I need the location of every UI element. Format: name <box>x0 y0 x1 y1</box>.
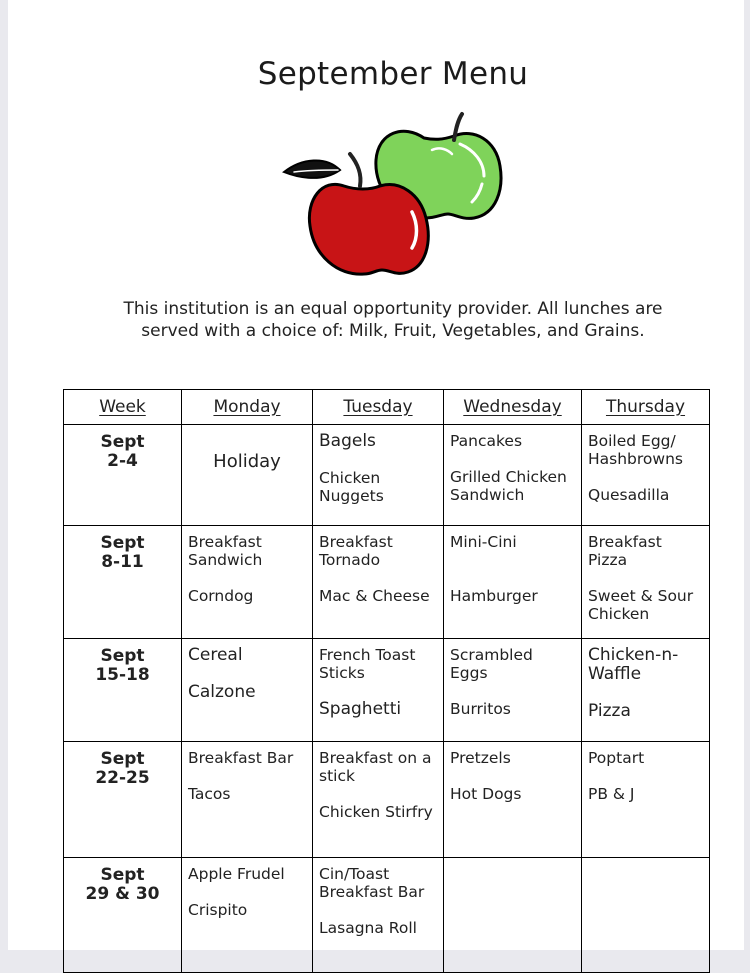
menu-item: Corndog <box>188 587 254 605</box>
notice-text <box>8 298 750 342</box>
menu-item: Cin/Toast Breakfast Bar <box>319 865 425 901</box>
header-tuesday: Tuesday <box>313 390 444 425</box>
page-title: September Menu <box>257 56 529 92</box>
menu-page <box>8 0 744 950</box>
menu-item: Hamburger <box>450 587 538 605</box>
menu-cell <box>182 742 313 858</box>
menu-cell <box>582 425 710 526</box>
holiday-label: Holiday <box>213 451 281 472</box>
table-row <box>64 425 710 526</box>
header-wednesday: Wednesday <box>444 390 582 425</box>
menu-cell <box>182 425 313 526</box>
table-row <box>64 526 710 639</box>
week-label: Sept <box>100 432 145 452</box>
week-label: Sept <box>100 865 145 885</box>
menu-cell <box>313 425 444 526</box>
menu-item: Quesadilla <box>588 486 670 504</box>
menu-item: Cereal <box>188 645 243 665</box>
menu-item: Pancakes <box>450 432 523 450</box>
menu-cell <box>182 858 313 973</box>
week-cell <box>64 858 182 973</box>
menu-item: Burritos <box>450 700 511 718</box>
menu-item: Calzone <box>188 682 256 702</box>
menu-cell <box>182 526 313 639</box>
menu-cell <box>444 526 582 639</box>
header-thursday: Thursday <box>582 390 710 425</box>
week-dates: 15-18 <box>95 665 150 685</box>
menu-cell <box>444 639 582 742</box>
menu-item: Mac & Cheese <box>319 587 430 605</box>
week-cell <box>64 526 182 639</box>
menu-cell <box>582 526 710 639</box>
menu-cell <box>182 639 313 742</box>
table-row <box>64 858 710 973</box>
menu-item: Apple Frudel <box>188 865 285 883</box>
week-dates: 22-25 <box>95 768 150 788</box>
menu-cell <box>313 742 444 858</box>
menu-item: Pizza <box>588 701 631 721</box>
menu-item: Sweet & Sour Chicken <box>588 587 694 623</box>
menu-cell <box>582 742 710 858</box>
header-monday: Monday <box>182 390 313 425</box>
menu-item: Breakfast on a stick <box>319 749 432 785</box>
menu-cell <box>582 639 710 742</box>
menu-item: Breakfast Bar <box>188 749 294 767</box>
menu-cell <box>313 526 444 639</box>
week-cell <box>64 639 182 742</box>
menu-item: Scrambled Eggs <box>450 646 533 682</box>
menu-item: PB & J <box>588 785 635 803</box>
menu-cell-empty <box>582 858 710 973</box>
menu-item: Breakfast Tornado <box>319 533 393 569</box>
week-dates: 29 & 30 <box>85 884 160 904</box>
menu-item: Chicken-n-Waffle <box>588 645 679 684</box>
menu-item: Pretzels <box>450 749 511 767</box>
menu-cell-empty <box>444 858 582 973</box>
menu-item: Hot Dogs <box>450 785 522 803</box>
menu-item: Chicken Stirfry <box>319 803 433 821</box>
menu-item: Grilled Chicken Sandwich <box>450 468 567 504</box>
table-row <box>64 639 710 742</box>
menu-item: Boiled Egg/ Hashbrowns <box>588 432 683 468</box>
table-header-row <box>64 390 710 425</box>
menu-cell <box>444 425 582 526</box>
notice-line-2: served with a choice of: Milk, Fruit, Vegetables, and Grains. <box>141 321 645 341</box>
week-label: Sept <box>100 749 145 769</box>
menu-item: Chicken Nuggets <box>319 469 384 505</box>
menu-item: Breakfast Pizza <box>588 533 662 569</box>
header-week: Week <box>64 390 182 425</box>
menu-item: Bagels <box>319 431 376 451</box>
menu-item: French Toast Sticks <box>319 646 416 682</box>
menu-item: Poptart <box>588 749 645 767</box>
week-dates: 2-4 <box>107 451 138 471</box>
menu-cell <box>313 858 444 973</box>
menu-item: Tacos <box>188 785 231 803</box>
week-dates: 8-11 <box>101 552 144 572</box>
menu-cell <box>313 639 444 742</box>
menu-item: Lasagna Roll <box>319 919 417 937</box>
table-row <box>64 742 710 858</box>
week-label: Sept <box>100 646 145 666</box>
menu-item: Crispito <box>188 901 248 919</box>
apples-illustration <box>276 110 516 282</box>
menu-item: Mini-Cini <box>450 533 517 551</box>
notice-line-1: This institution is an equal opportunity provider. All lunches are <box>123 299 663 319</box>
week-cell <box>64 425 182 526</box>
menu-table <box>63 389 710 973</box>
menu-item: Spaghetti <box>319 699 402 719</box>
week-cell <box>64 742 182 858</box>
menu-cell <box>444 742 582 858</box>
week-label: Sept <box>100 533 145 553</box>
menu-item: Breakfast Sandwich <box>188 533 263 569</box>
